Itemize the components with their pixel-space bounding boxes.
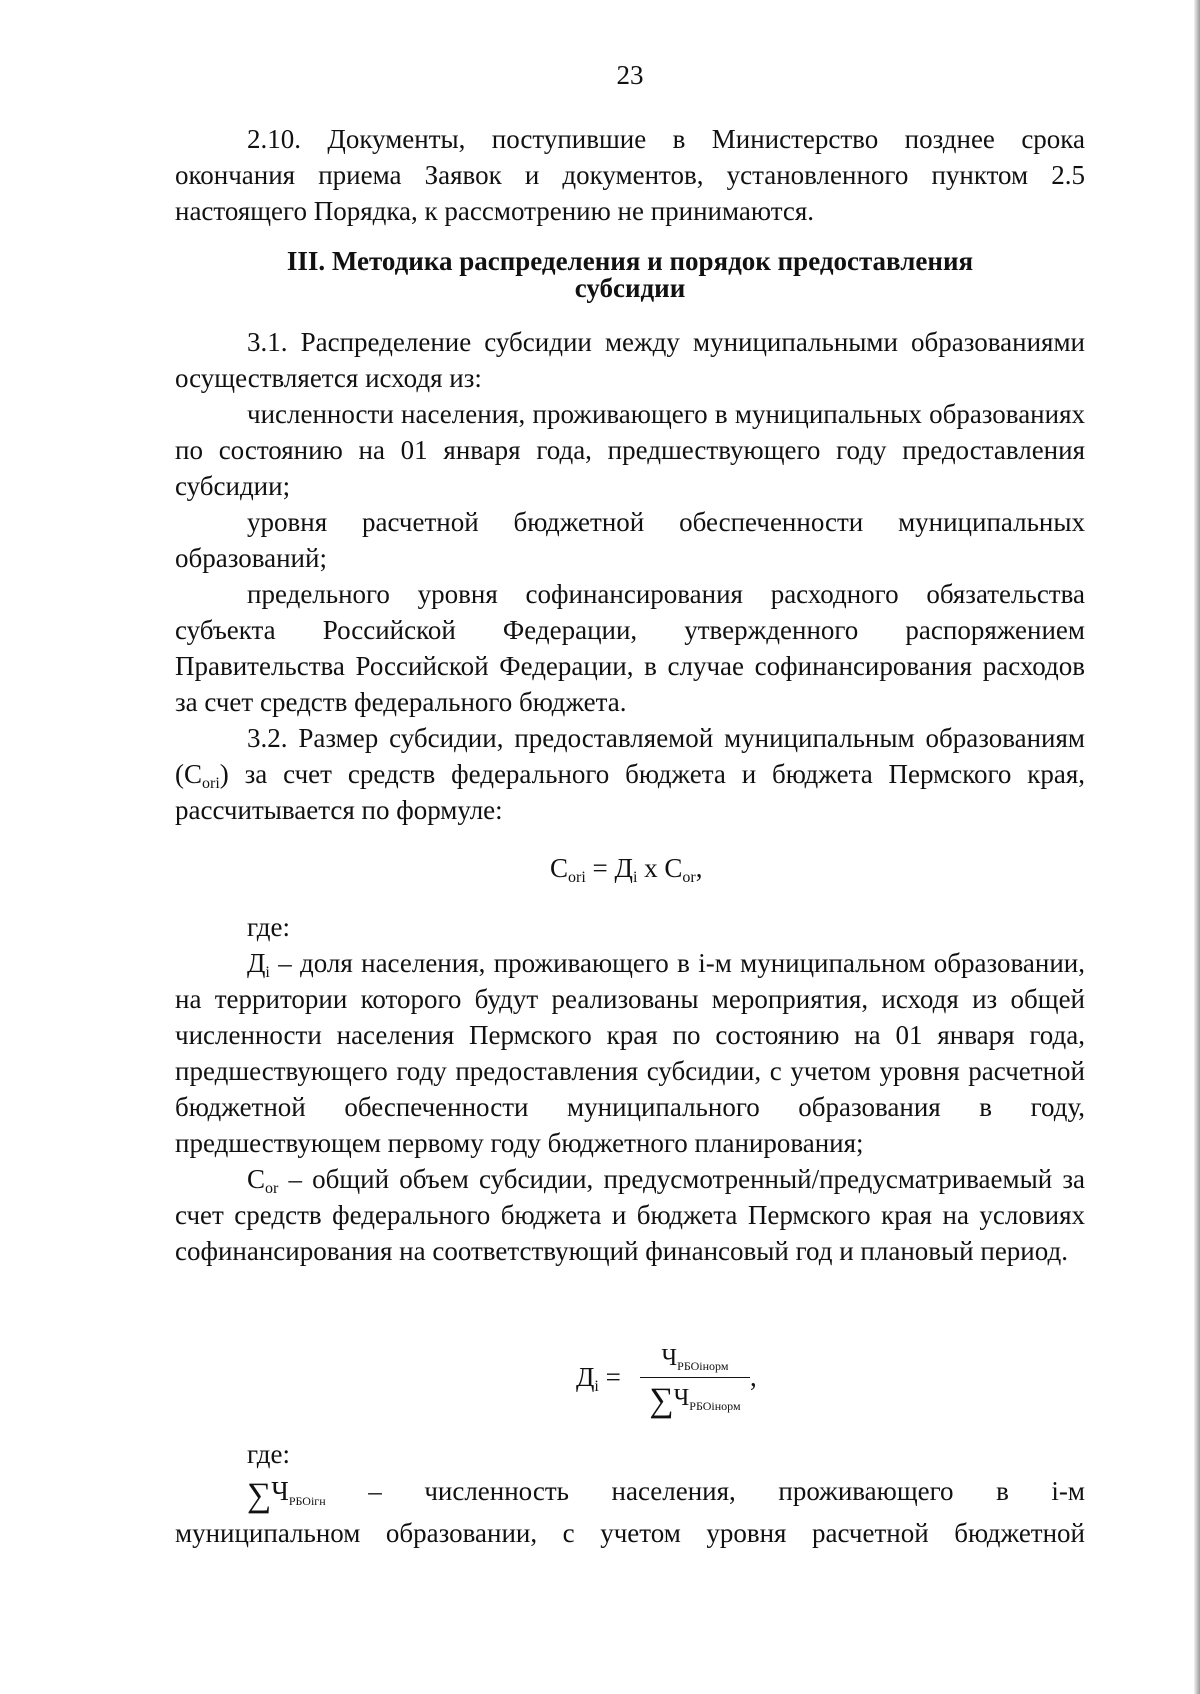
paragraph-3-1: 3.1. Распределение субсидии между муниципальными образованиями осуществляется исходя из:: [175, 327, 1085, 393]
formula-share-lhs: $Д_i$ =: [576, 1362, 621, 1395]
where-block-2: [175, 1436, 1085, 1551]
fraction-numerator: $Ч_{РБОiнорм}$: [661, 1345, 729, 1373]
paragraph-limit: предельного уровня софинансирования расходного обязательства субъекта Российской Федерации, утвержденного распоряжением Правительства Российской Федерации, в случае софинансирования расходов за счет средств федерального бюджета.: [175, 579, 1085, 717]
paragraph-3-1-block: [175, 324, 1085, 828]
definition-di: $Д_i$ – доля населения, проживающего в i-м муниципальном образовании, на территории которого будут реализованы мероприятия, исходя из общей численности населения Пермского края по состоянию на 01 января года, предшествующего году предоставления субсидии, с учетом уровня расчетной бюджетной обеспеченности муниципального образования в году, предшествующем первому году бюджетного планирования;: [175, 948, 1085, 1158]
formula-subsidy: $С_{ori} = Д_i$ x $С_{or}$,: [550, 853, 703, 886]
formula-share-fraction: [640, 1345, 750, 1420]
where-label-1: где:: [247, 912, 290, 942]
paragraph-population: численности населения, проживающего в муниципальных образованиях по состоянию на 01 января года, предшествующего году предоставления субсидии;: [175, 399, 1085, 501]
section-title-line-2: субсидии: [574, 273, 686, 303]
paragraph-level: уровня расчетной бюджетной обеспеченности муниципальных образований;: [175, 507, 1085, 573]
section-title: [175, 248, 1085, 302]
where-label-2: где:: [247, 1439, 290, 1469]
paragraph-3-2: 3.2. Размер субсидии, предоставляемой муниципальным образованиям $(С_{ori})$ за счет средств федерального бюджета и бюджета Пермского края, рассчитывается по формуле:: [175, 723, 1085, 825]
definitions-block: [175, 909, 1085, 1269]
scan-edge-shadow: [1194, 0, 1200, 1694]
fraction-bar: [640, 1377, 750, 1378]
page-number: 23: [616, 60, 644, 90]
formula-share-comma: ,: [750, 1362, 757, 1392]
definition-cor: $С_{or}$ – общий объем субсидии, предусмотренный/предусматриваемый за счет средств федерального бюджета и бюджета Пермского края на условиях софинансирования на соответствующий финансовый год и плановый период.: [175, 1164, 1085, 1266]
definition-sum-line-1: ∑ЧРБОiгн – численность населения, проживающего в i-м: [247, 1476, 1085, 1514]
definition-sum-line-2: муниципальном образовании, с учетом уровня расчетной бюджетной: [175, 1518, 1085, 1548]
section-title-line-1: III. Методика распределения и порядок предоставления: [286, 246, 974, 276]
paragraph-2-10: 2.10. Документы, поступившие в Министерство позднее срока окончания приема Заявок и документов, установленного пунктом 2.5 настоящего Порядка, к рассмотрению не принимаются.: [175, 124, 1085, 226]
fraction-denominator: $\sum Ч_{РБОiнорм}$: [649, 1382, 741, 1419]
